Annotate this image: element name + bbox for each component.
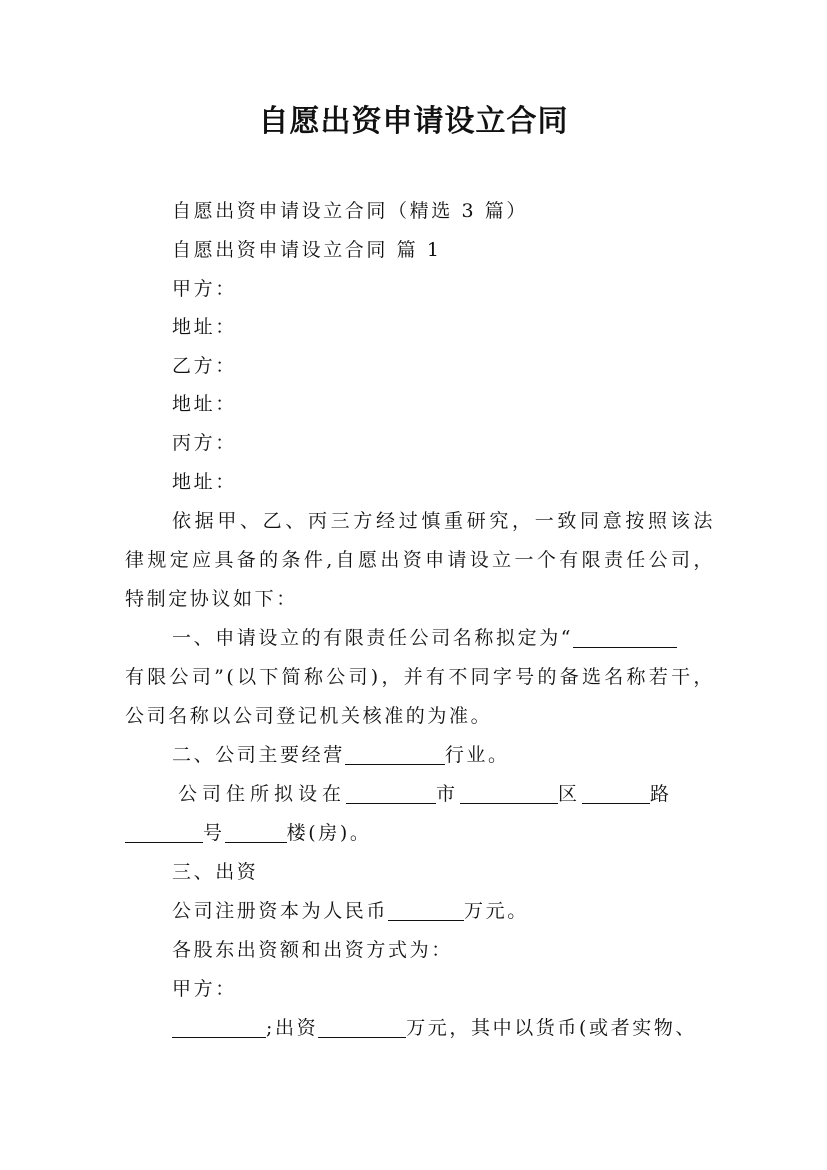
party-a-label-2: 甲方：: [172, 978, 237, 1000]
intro-line-1: 依据甲、乙、丙三方经过慎重研究，一致同意按照该法: [172, 510, 715, 532]
address-building: 楼(房)。: [286, 822, 372, 844]
clause1-line-2: 有限公司”(以下简称公司)，并有不同字号的备选名称若干，: [125, 666, 715, 688]
clause1-line-1-text: 一、申请设立的有限责任公司名称拟定为“: [172, 627, 574, 649]
clause2-line: [172, 741, 715, 769]
company-name-blank[interactable]: [573, 627, 677, 648]
number-blank[interactable]: [125, 822, 203, 843]
contribution-intro: 各股东出资额和出资方式为：: [172, 939, 453, 961]
subtitle: 自愿出资申请设立合同（精选 3 篇）: [172, 200, 528, 222]
party-b-address: 地址：: [172, 393, 237, 415]
clause1-line-3: 公司名称以公司登记机关核准的为准。: [125, 705, 493, 727]
capital-suffix: 万元。: [464, 900, 529, 922]
address-road: 路: [650, 783, 675, 805]
document-title: 自愿出资申请设立合同: [258, 104, 569, 139]
clause2-suffix: 行业。: [444, 744, 510, 766]
building-blank[interactable]: [225, 822, 287, 843]
address-prefix: 公司住所拟设在: [178, 783, 347, 805]
party-b-label: 乙方：: [172, 355, 237, 377]
address-number: 号: [203, 822, 225, 844]
clause3-heading: 三、出资: [172, 861, 259, 883]
contribution-tail: 万元，其中以货币(或者实物、: [406, 1017, 698, 1039]
capital-line: [172, 897, 715, 925]
address-city: 市: [436, 783, 461, 805]
party-a-label: 甲方：: [172, 278, 237, 300]
party-c-address: 地址：: [172, 471, 237, 493]
capital-prefix: 公司注册资本为人民币: [172, 900, 389, 922]
clause2-prefix: 二、公司主要经营: [172, 744, 345, 766]
contribution-semicolon: ;出资: [266, 1017, 319, 1039]
address-line-2: [125, 819, 715, 847]
district-blank[interactable]: [460, 783, 558, 804]
city-blank[interactable]: [346, 783, 436, 804]
capital-amount-blank[interactable]: [388, 900, 464, 921]
party-a-address: 地址：: [172, 316, 237, 338]
party-c-label: 丙方：: [172, 432, 237, 454]
address-district: 区: [558, 783, 583, 805]
section-heading: 自愿出资申请设立合同 篇 1: [172, 239, 442, 261]
contribution-line: [172, 1014, 715, 1042]
business-scope-blank[interactable]: [345, 744, 445, 765]
road-blank[interactable]: [582, 783, 650, 804]
clause1-line-1: [172, 624, 715, 652]
intro-line-2: 律规定应具备的条件,自愿出资申请设立一个有限责任公司，: [125, 549, 715, 571]
address-line-1: [178, 780, 768, 808]
intro-line-3: 特制定协议如下：: [125, 588, 298, 610]
party-a-amount-blank[interactable]: [318, 1017, 406, 1038]
party-a-name-blank[interactable]: [172, 1017, 266, 1038]
